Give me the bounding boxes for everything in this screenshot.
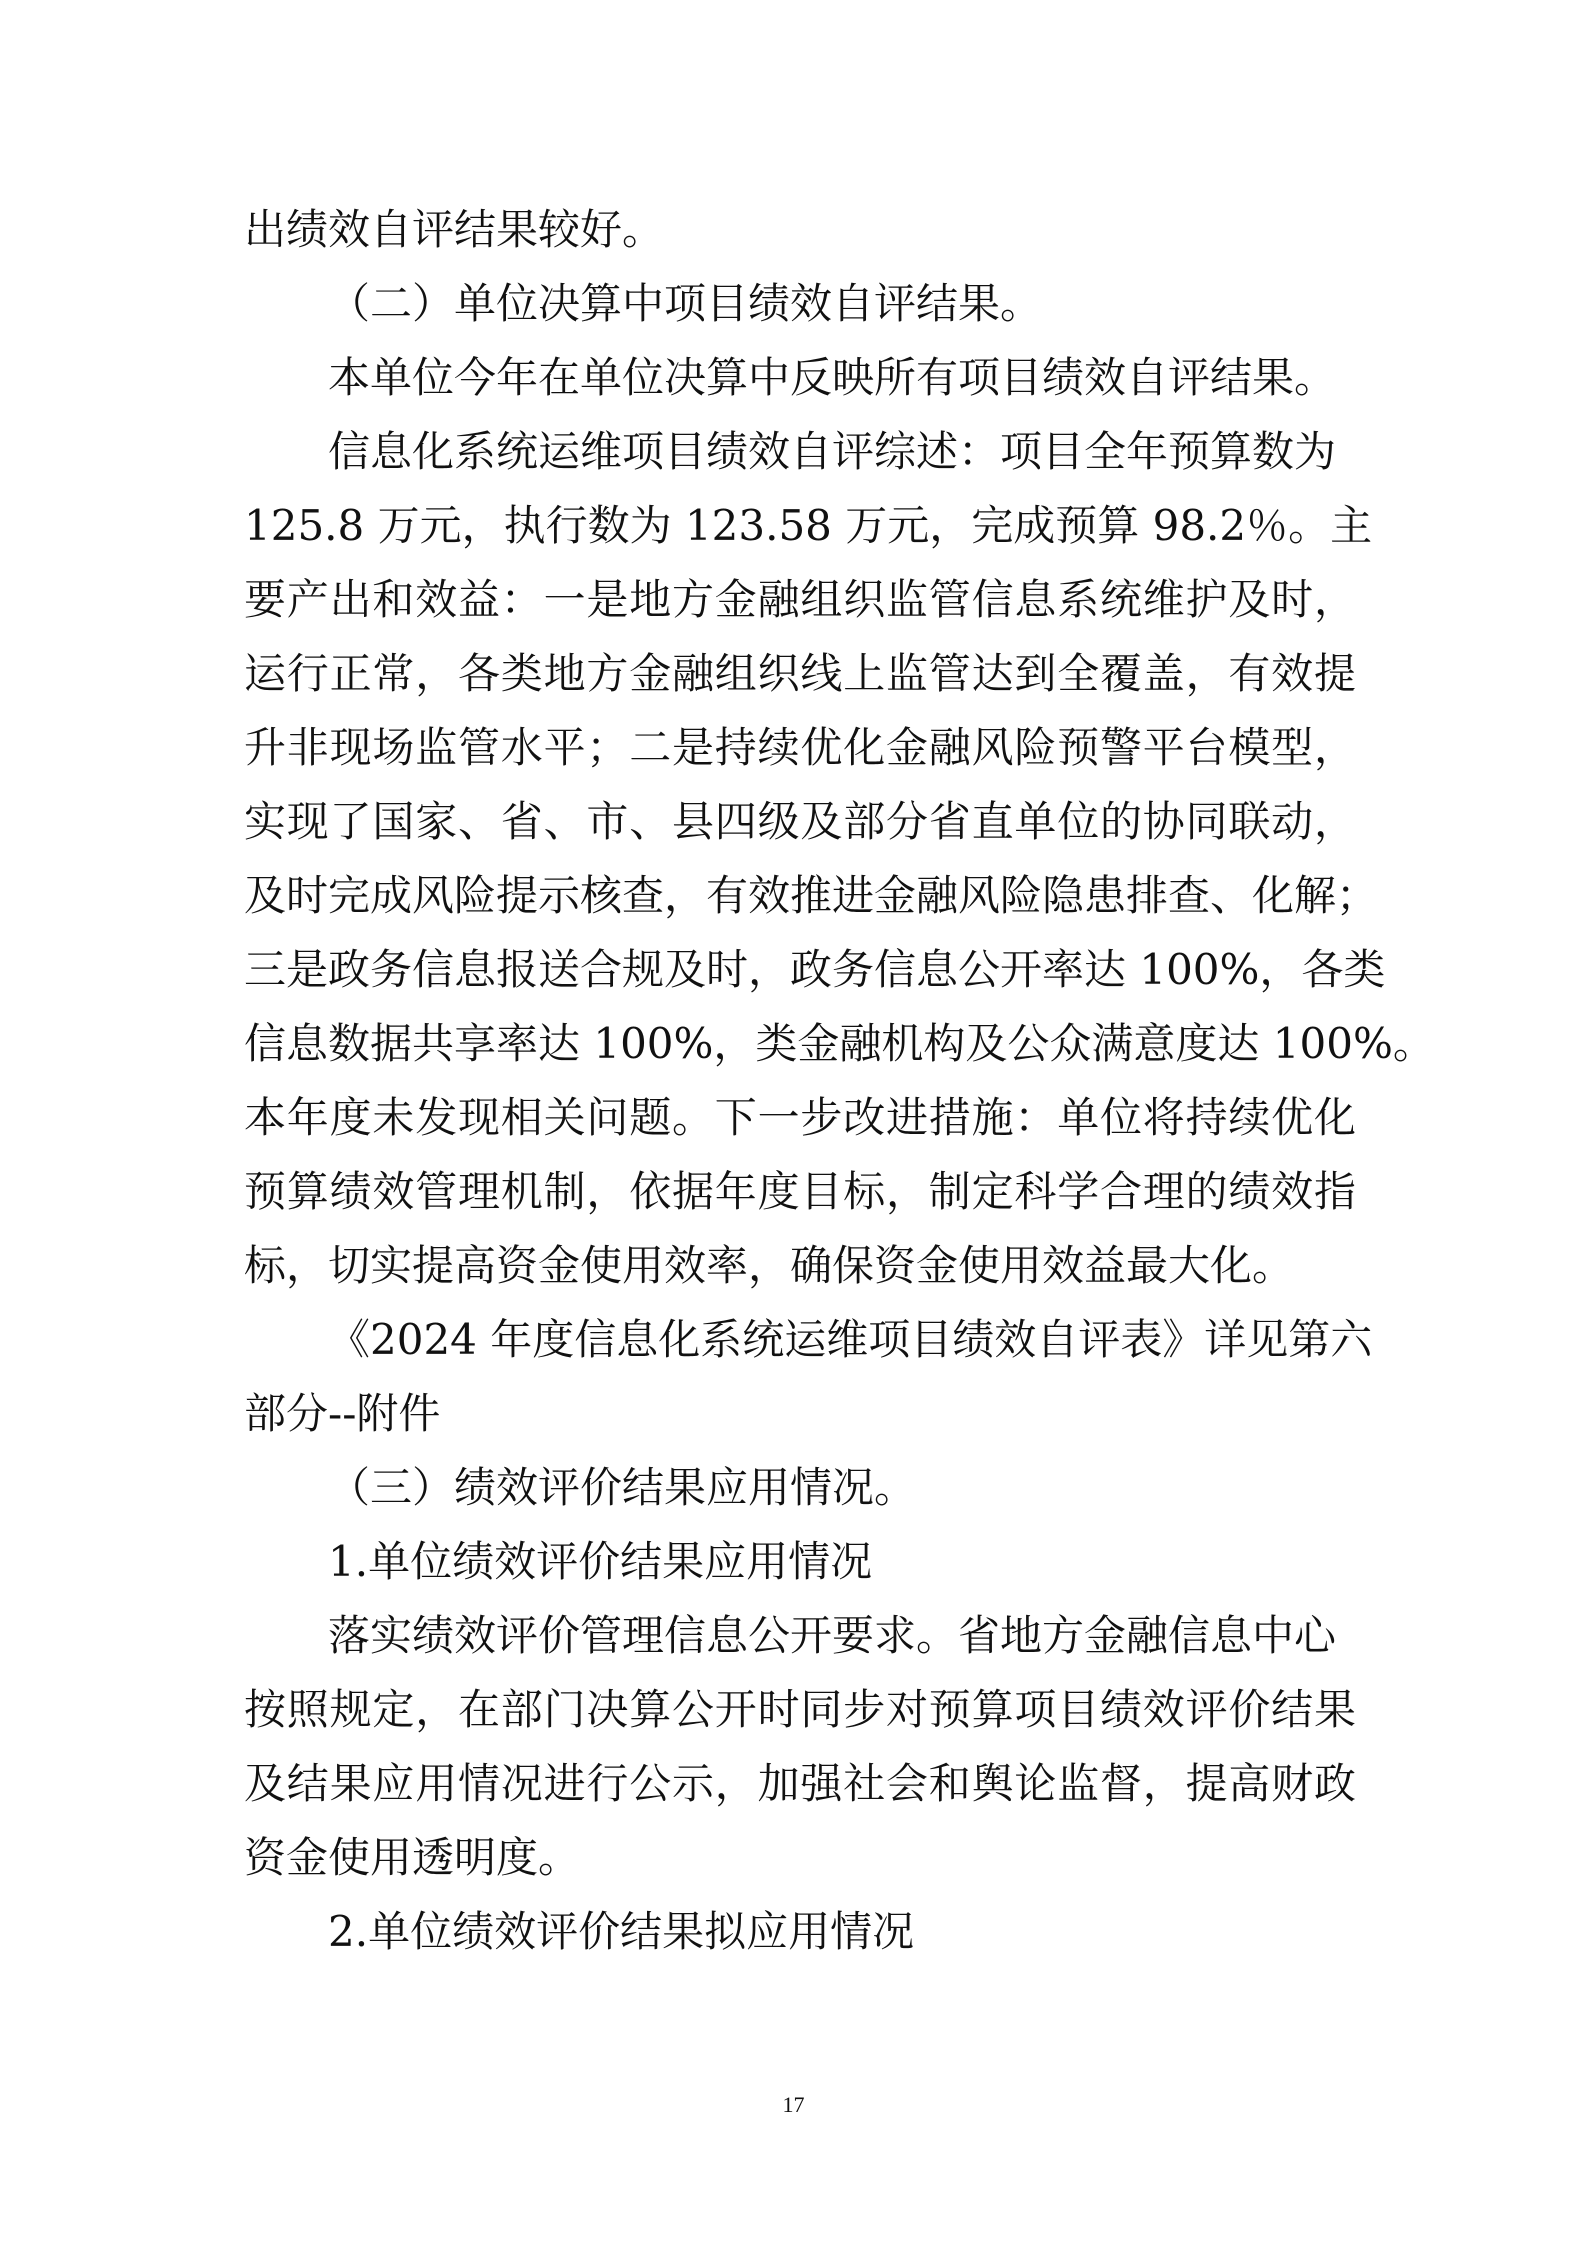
text-line: 落实绩效评价管理信息公开要求。省地方金融信息中心 — [328, 1611, 1337, 1660]
text-line: 《2024 年度信息化系统运维项目绩效自评表》详见第六 — [328, 1315, 1373, 1364]
subsection-heading: 1.单位绩效评价结果应用情况 — [328, 1537, 873, 1586]
section-heading: （二）单位决算中项目绩效自评结果。 — [328, 279, 1043, 328]
text-line: 要产出和效益：一是地方金融组织监管信息系统维护及时， — [244, 575, 1356, 624]
text-line: 本年度未发现相关问题。下一步改进措施：单位将持续优化 — [244, 1093, 1356, 1142]
text-line: 信息数据共享率达 100%，类金融机构及公众满意度达 100%。 — [244, 1019, 1435, 1068]
text-line: 升非现场监管水平；二是持续优化金融风险预警平台模型， — [244, 723, 1356, 772]
text-line: 部分--附件 — [244, 1389, 441, 1438]
text-line: 本单位今年在单位决算中反映所有项目绩效自评结果。 — [328, 353, 1337, 402]
section-heading: （三）绩效评价结果应用情况。 — [328, 1463, 917, 1512]
text-line: 标，切实提高资金使用效率，确保资金使用效益最大化。 — [244, 1241, 1295, 1290]
text-line: 按照规定，在部门决算公开时同步对预算项目绩效评价结果 — [244, 1685, 1356, 1734]
text-line: 实现了国家、省、市、县四级及部分省直单位的协同联动， — [244, 797, 1356, 846]
text-line: 三是政务信息报送合规及时，政务信息公开率达 100%，各类 — [244, 945, 1386, 994]
text-line: 出绩效自评结果较好。 — [244, 205, 665, 254]
text-line: 资金使用透明度。 — [244, 1833, 581, 1882]
text-line: 125.8 万元，执行数为 123.58 万元，完成预算 98.2％。主 — [244, 501, 1373, 550]
text-line: 运行正常，各类地方金融组织线上监管达到全覆盖，有效提 — [244, 649, 1356, 698]
text-line: 预算绩效管理机制，依据年度目标，制定科学合理的绩效指 — [244, 1167, 1356, 1216]
subsection-heading: 2.单位绩效评价结果拟应用情况 — [328, 1907, 915, 1956]
text-line: 及时完成风险提示核查，有效推进金融风险隐患排查、化解； — [244, 871, 1379, 920]
text-line: 信息化系统运维项目绩效自评综述：项目全年预算数为 — [328, 427, 1337, 476]
page-number: 17 — [782, 2092, 805, 2117]
text-line: 及结果应用情况进行公示，加强社会和舆论监督，提高财政 — [244, 1759, 1356, 1808]
